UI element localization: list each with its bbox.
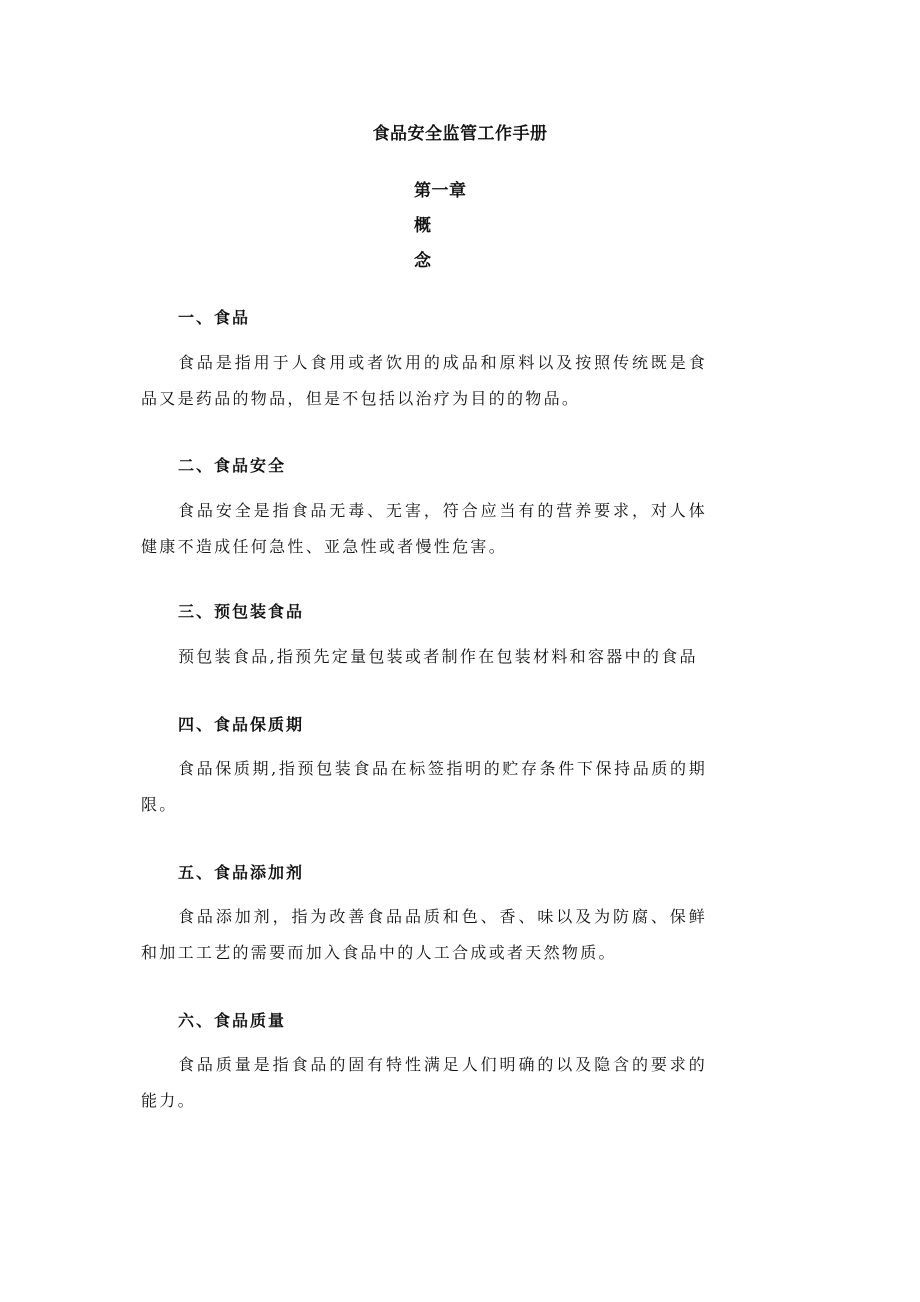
section-paragraph: 食品是指用于人食用或者饮用的成品和原料以及按照传统既是食品又是药品的物品，但是不包括以治疗为目的的物品。 — [141, 353, 707, 408]
section-heading: 三、预包装食品 — [178, 602, 305, 621]
section-paragraph: 食品质量是指食品的固有特性满足人们明确的以及隐含的要求的能力。 — [141, 1055, 707, 1110]
section-paragraph: 食品安全是指食品无毒、无害，符合应当有的营养要求，对人体健康不造成任何急性、亚急性或者慢性危害。 — [141, 501, 707, 556]
section-heading: 四、食品保质期 — [178, 715, 305, 734]
section-heading: 二、食品安全 — [178, 456, 287, 475]
chapter-number: 第一章 — [414, 181, 467, 201]
document-title: 食品安全监管工作手册 — [372, 124, 548, 144]
section-heading: 一、食品 — [178, 308, 251, 327]
section-heading: 六、食品质量 — [178, 1011, 287, 1030]
chapter-name-char-2: 念 — [414, 251, 432, 271]
section-heading: 五、食品添加剂 — [178, 863, 305, 882]
section-paragraph: 食品保质期,指预包装食品在标签指明的贮存条件下保持品质的期限。 — [141, 759, 707, 814]
section-paragraph: 预包装食品,指预先定量包装或者制作在包装材料和容器中的食品 — [178, 647, 698, 666]
section-paragraph: 食品添加剂，指为改善食品品质和色、香、味以及为防腐、保鲜和加工工艺的需要而加入食品中的人工合成或者天然物质。 — [141, 907, 707, 962]
chapter-name-char-1: 概 — [414, 216, 432, 236]
